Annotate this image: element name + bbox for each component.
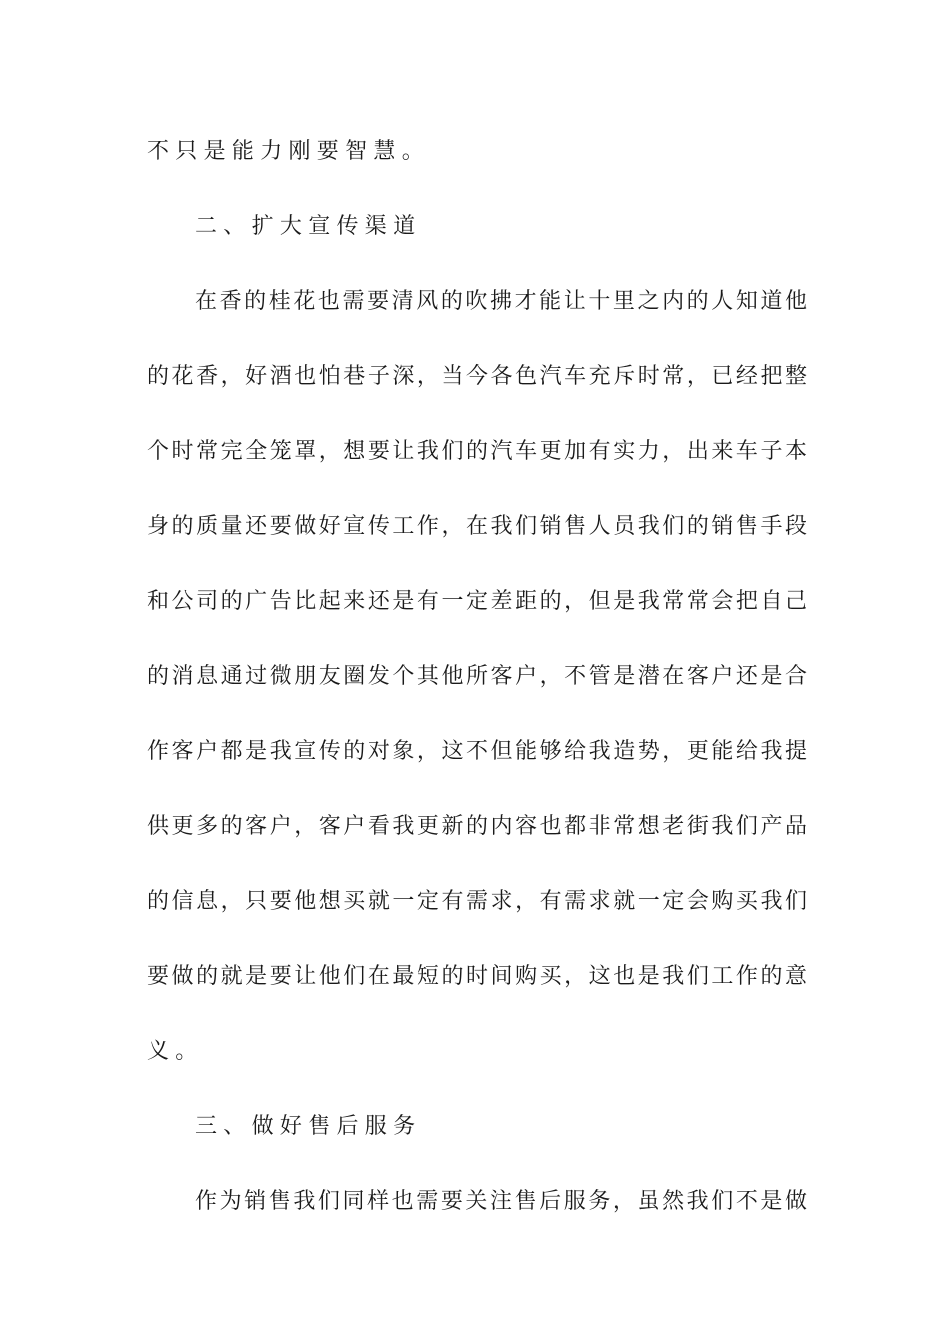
paragraph-line: 和公司的广告比起来还是有一定差距的，但是我常常会把自己 (147, 589, 807, 614)
paragraph-line: 要做的就是要让他们在最短的时间购买，这也是我们工作的意 (147, 964, 807, 989)
paragraph-line: 身的质量还要做好宣传工作，在我们销售人员我们的销售手段 (147, 514, 807, 539)
paragraph-line: 义。 (147, 1039, 204, 1064)
section-heading: 二、扩大宣传渠道 (195, 214, 422, 239)
paragraph-line: 的信息，只要他想买就一定有需求，有需求就一定会购买我们 (147, 889, 807, 914)
paragraph-line: 的消息通过微朋友圈发个其他所客户，不管是潜在客户还是合 (147, 664, 807, 689)
paragraph-line: 在香的桂花也需要清风的吹拂才能让十里之内的人知道他 (195, 289, 807, 314)
section-heading: 三、做好售后服务 (195, 1114, 422, 1139)
paragraph-line: 不只是能力刚要智慧。 (147, 139, 431, 164)
paragraph-line: 供更多的客户，客户看我更新的内容也都非常想老街我们产品 (147, 814, 807, 839)
paragraph-line: 个时常完全笼罩，想要让我们的汽车更加有实力，出来车子本 (147, 439, 807, 464)
paragraph-line: 作客户都是我宣传的对象，这不但能够给我造势，更能给我提 (147, 739, 807, 764)
paragraph-line: 的花香，好酒也怕巷子深，当今各色汽车充斥时常，已经把整 (147, 364, 807, 389)
paragraph-line: 作为销售我们同样也需要关注售后服务，虽然我们不是做 (195, 1189, 807, 1214)
